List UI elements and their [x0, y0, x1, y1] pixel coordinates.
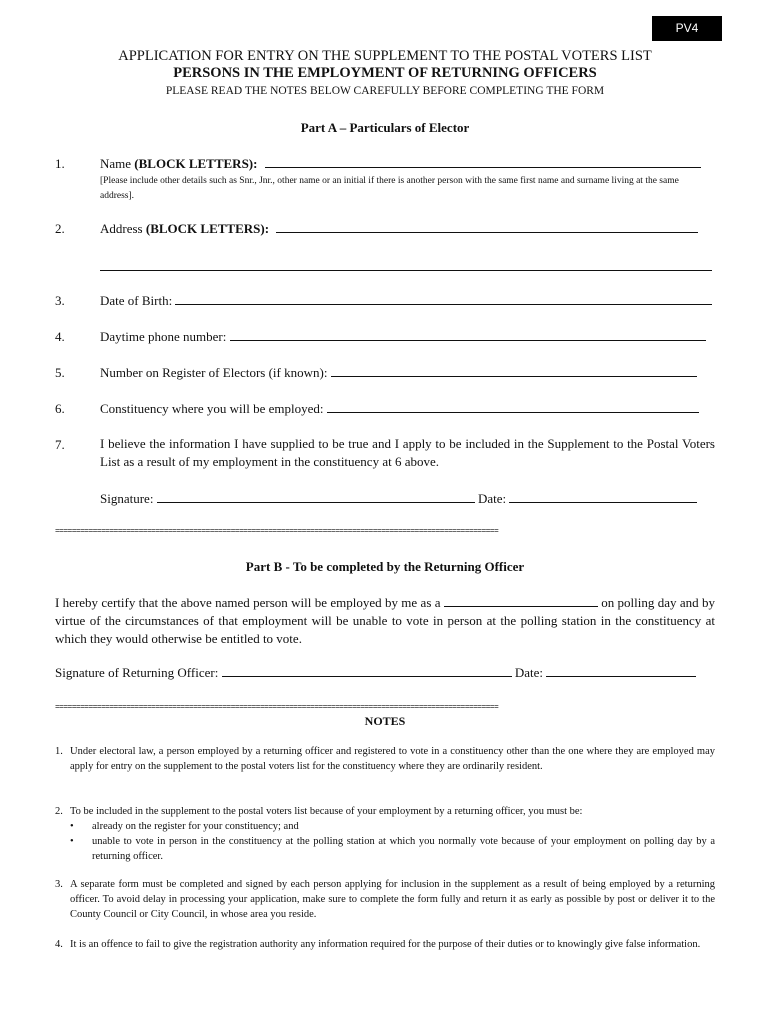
form-code-badge: PV4: [652, 16, 722, 41]
note-number: 2.: [55, 806, 63, 817]
signature-label: Signature:: [100, 491, 154, 506]
dob-label: Date of Birth:: [100, 293, 173, 308]
declaration-text: I believe the information I have supplied to be true and I apply to be included in the Supplement to the Postal Voters List as a result of my employment in the constituency at 6 above.: [100, 436, 715, 469]
note-4: [55, 937, 715, 952]
form-title: APPLICATION FOR ENTRY ON THE SUPPLEMENT TO THE POSTAL VOTERS LIST: [118, 48, 652, 64]
date-label: Date:: [477, 491, 507, 506]
section-separator: ==========================================================================================================: [55, 527, 499, 536]
ro-signature-label: Signature of Returning Officer:: [55, 665, 219, 680]
note-text: It is an offence to fail to give the registration authority any information required for the purpose of their duties or to knowingly give false information.: [70, 939, 701, 950]
note-1: [55, 744, 715, 774]
name-label-bold: (BLOCK LETTERS):: [134, 156, 258, 171]
ro-date-label: Date:: [514, 665, 543, 680]
note-text: A separate form must be completed and signed by each person applying for inclusion in the supplement as a result of being employed by a returning officer. To avoid delay in processing your application, make sure to complete the form fully and return it as early as possible by post or deliver it to the County Council or City Council, in whose area you reside.: [70, 879, 715, 920]
ro-signature-line[interactable]: [222, 665, 512, 677]
bullet-icon: •: [70, 836, 74, 847]
certification-text: [55, 594, 715, 648]
note-text: Under electoral law, a person employed by a returning officer and registered to vote in a constituency other than the one where they are employed may apply for entry on the supplement to the postal voters list for the constituency where they are ordinarily resident.: [70, 746, 715, 772]
ro-date-line[interactable]: [546, 665, 696, 677]
part-a-heading: Part A – Particulars of Elector: [300, 120, 470, 135]
returning-officer-signature-row[interactable]: [55, 665, 696, 681]
phone-field[interactable]: [100, 329, 706, 345]
note-number: 1.: [55, 746, 63, 757]
dob-line[interactable]: [175, 293, 712, 305]
register-number-label: Number on Register of Electors (if known):: [100, 365, 328, 380]
name-label: Name: [100, 156, 135, 171]
constituency-field[interactable]: [100, 401, 699, 417]
field-number: 1.: [55, 156, 65, 171]
field-number: 3.: [55, 293, 65, 308]
register-number-field[interactable]: [100, 365, 697, 381]
form-subtitle: PERSONS IN THE EMPLOYMENT OF RETURNING OFFICERS: [173, 65, 597, 81]
phone-line[interactable]: [230, 329, 706, 341]
notes-heading: NOTES: [364, 714, 406, 728]
note-text: To be included in the supplement to the postal voters list because of your employment by a returning officer, you must be:: [70, 806, 583, 817]
address-line-2[interactable]: [100, 270, 712, 271]
note-3: [55, 877, 715, 922]
note-2: [55, 804, 715, 864]
phone-label: Daytime phone number:: [100, 329, 227, 344]
signature-row[interactable]: [100, 491, 697, 507]
register-number-line[interactable]: [331, 365, 697, 377]
bullet-icon: •: [70, 821, 74, 832]
note-bullet: [55, 834, 715, 864]
signature-line[interactable]: [157, 491, 475, 503]
cert-text-end: on polling day and by virtue of the circumstances of that employment will be unable to vote in person at the polling station in the constituency at which they would otherwise be entitled to vote.: [55, 595, 715, 646]
field-number: 6.: [55, 401, 65, 416]
dob-field[interactable]: [100, 293, 712, 309]
field-number: 5.: [55, 365, 65, 380]
form-instruction: PLEASE READ THE NOTES BELOW CAREFULLY BEFORE COMPLETING THE FORM: [165, 85, 605, 97]
note-bullet: [55, 819, 715, 834]
address-line-1[interactable]: [276, 221, 698, 233]
note-number: 4.: [55, 939, 63, 950]
employment-role-line[interactable]: [444, 595, 598, 607]
constituency-label: Constituency where you will be employed:: [100, 401, 324, 416]
constituency-line[interactable]: [327, 401, 699, 413]
field-number: 2.: [55, 221, 65, 236]
name-hint: [Please include other details such as Snr., Jnr., other name or an initial if there is another person with the same first name and surname living at the same address].: [100, 176, 679, 201]
field-number: 7.: [55, 437, 65, 452]
cert-text-start: I hereby certify that the above named person will be employed by me as a: [55, 595, 444, 610]
address-label-bold: (BLOCK LETTERS):: [145, 221, 270, 236]
address-field[interactable]: [100, 221, 698, 237]
field-number: 4.: [55, 329, 65, 344]
notes-separator: ==========================================================================================================: [55, 703, 499, 712]
note-number: 3.: [55, 879, 63, 890]
date-line[interactable]: [509, 491, 697, 503]
part-b-heading: Part B - To be completed by the Returning Officer: [245, 559, 525, 574]
address-label: Address: [100, 221, 146, 236]
bullet-text: already on the register for your constituency; and: [92, 821, 299, 832]
name-field[interactable]: [100, 156, 701, 172]
name-line[interactable]: [265, 156, 701, 168]
bullet-text: unable to vote in person in the constituency at the polling station at which you normally vote because of your employment on polling day by a returning officer.: [92, 836, 715, 862]
